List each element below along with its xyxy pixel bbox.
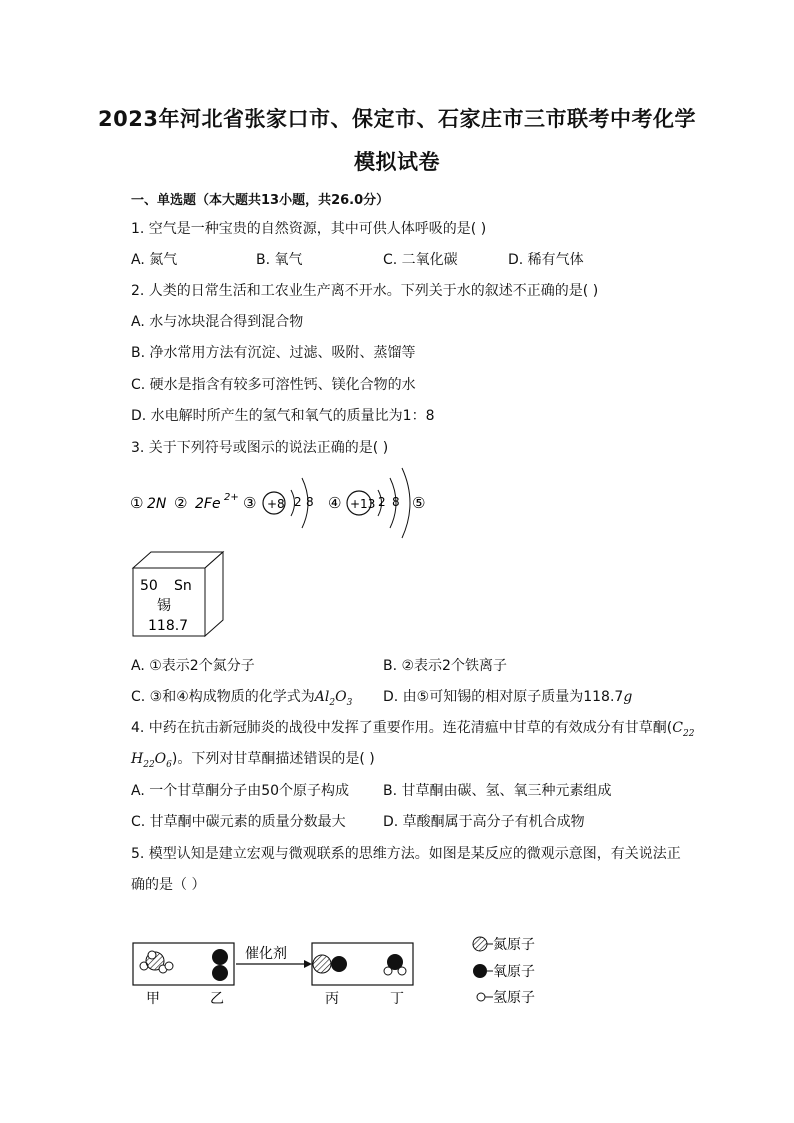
marker-4: ④ [328,494,342,512]
section-heading: 一、单选题（本大题共13小题，共26.0分） [131,193,390,208]
q1-option-b: B. 氧气 [256,252,303,268]
shell-al-3 [402,468,410,538]
q1-option-a: A. 氮气 [131,252,178,268]
o-atom [331,956,347,972]
arrow-head [304,960,312,968]
h-atom [165,962,173,970]
electrons-o-2: 8 [306,495,314,509]
electrons-o-1: 2 [294,495,302,509]
marker-5: ⑤ [412,494,426,512]
q2-option-c: C. 硬水是指含有较多可溶性钙、镁化合物的水 [131,377,416,393]
tile-atomic-number: 50 [140,578,158,594]
q1-stem: 1. 空气是一种宝贵的自然资源，其中可供人体呼吸的是( ) [131,221,487,237]
q4-stem-line1: 4. 中药在抗击新冠肺炎的战役中发挥了重要作用。连花清瘟中甘草的有效成分有甘草酮($C_{22}$ [131,720,695,739]
label-ding: 丁 [390,991,404,1007]
h-atom [398,967,406,975]
q3-option-c: C. ③和④构成物质的化学式为$Al_2O_3$ [131,689,353,708]
catalyst-label: 催化剂 [245,946,287,962]
tile-symbol: Sn [174,578,192,594]
h-atom [148,951,156,959]
q2-option-b: B. 净水常用方法有沉淀、过滤、吸附、蒸馏等 [131,345,416,361]
n-atom [313,955,331,973]
q1-option-d: D. 稀有气体 [508,252,584,268]
q2-option-a: A. 水与冰块混合得到混合物 [131,314,304,330]
legend-o-label: 氧原子 [493,964,535,980]
legend-h-icon [477,993,485,1001]
nucleus-al-charge: +13 [350,497,376,511]
q4-stem-line2: $H_{22}O_6$)。下列对甘草酮描述错误的是( ) [131,751,375,770]
q2-option-d: D. 水电解时所产生的氢气和氧气的质量比为1：8 [131,408,435,424]
label-jia: 甲 [146,991,160,1007]
symbol-2n: 2N [147,496,167,512]
tile-name: 锡 [157,598,171,614]
q2-stem: 2. 人类的日常生活和工农业生产离不开水。下列关于水的叙述不正确的是( ) [131,283,599,299]
marker-2: ② [174,494,188,512]
q5-reaction-diagram [128,928,558,1012]
marker-1: ① [130,494,144,512]
electrons-al-2: 8 [392,495,400,509]
q3-stem: 3. 关于下列符号或图示的说法正确的是( ) [131,440,389,456]
legend-o-icon [473,964,487,978]
o-atom [212,949,228,965]
exam-title-line1: 2023年河北省张家口市、保定市、石家庄市三市联考中考化学 [98,107,696,131]
q4-option-d: D. 草酸酮属于高分子有机合成物 [383,814,585,830]
marker-3: ③ [243,494,257,512]
label-bing: 丙 [325,991,339,1007]
legend-n-label: 氮原子 [493,937,535,953]
legend-n-icon [473,937,487,951]
symbol-2fe-charge: 2+ [224,492,239,503]
q3-symbols-figure [128,466,448,542]
q4-option-c: C. 甘草酮中碳元素的质量分数最大 [131,814,346,830]
tin-element-tile [131,549,226,639]
nucleus-o-charge: +8 [267,497,285,511]
q5-stem-line2: 确的是（ ） [131,877,206,893]
electrons-al-1: 2 [378,495,386,509]
q3-option-d: D. 由⑤可知锡的相对原子质量为118.7g [383,689,633,705]
h-atom [384,967,392,975]
q4-option-a: A. 一个甘草酮分子由50个原子构成 [131,783,350,799]
symbol-2fe: 2Fe [195,496,221,512]
q1-option-c: C. 二氧化碳 [383,252,458,268]
q3-option-a: A. ①表示2个氮分子 [131,658,255,674]
legend-h-label: 氢原子 [493,990,535,1006]
label-yi: 乙 [210,991,224,1007]
q5-stem-line1: 5. 模型认知是建立宏观与微观联系的思维方法。如图是某反应的微观示意图，有关说法正 [131,846,681,862]
q4-option-b: B. 甘草酮由碳、氢、氧三种元素组成 [383,783,612,799]
tile-mass: 118.7 [148,618,189,634]
exam-title-line2: 模拟试卷 [354,150,440,174]
q3-option-b: B. ②表示2个铁离子 [383,658,507,674]
o-atom [212,965,228,981]
